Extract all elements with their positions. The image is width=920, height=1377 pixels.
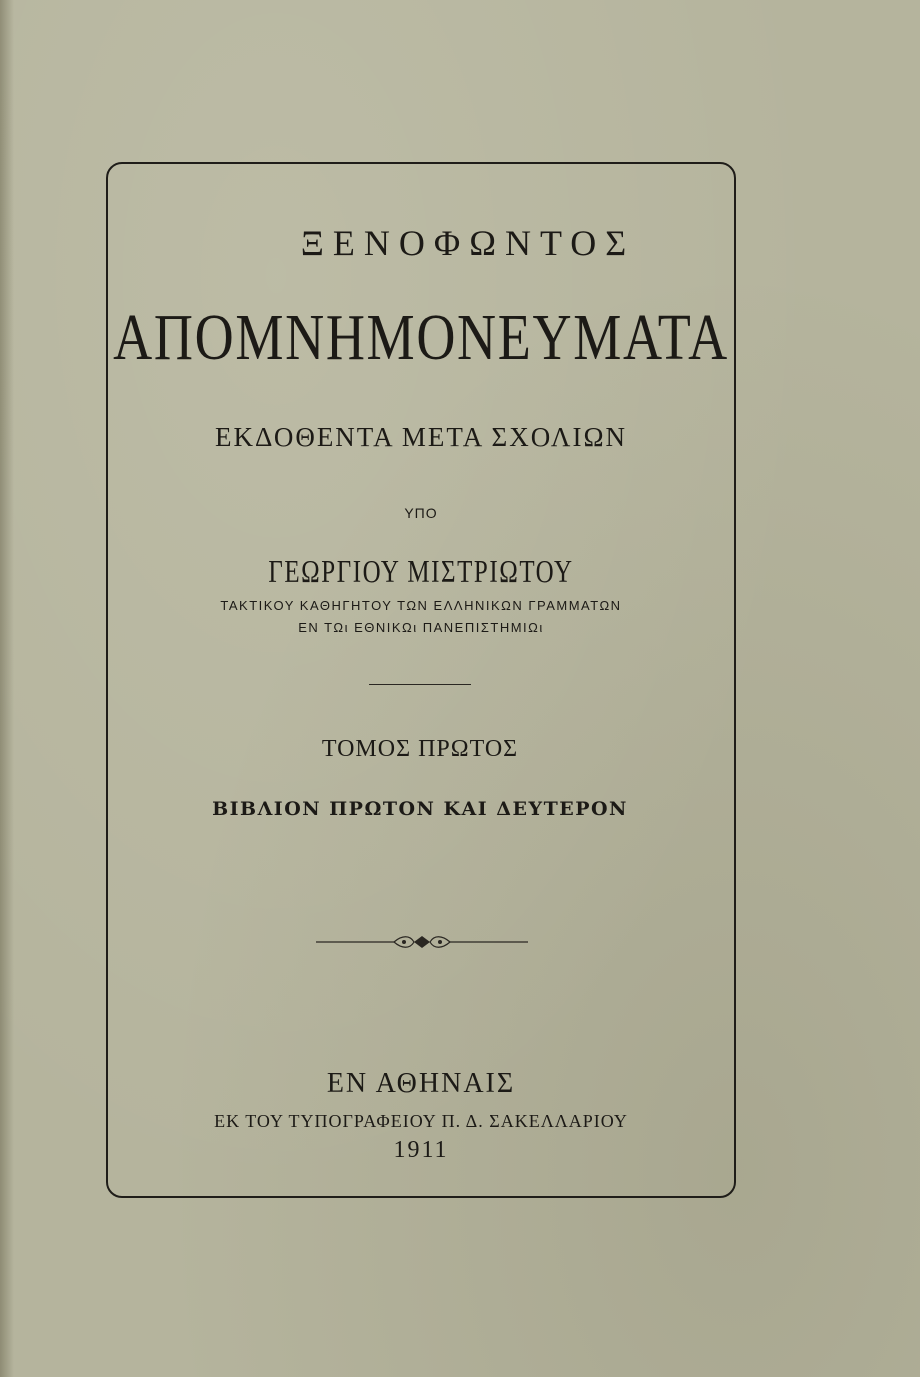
book-subtitle: ΕΚΔΟΘΕΝΤΑ ΜΕΤΑ ΣΧΟΛΙΩΝ: [214, 422, 628, 452]
book-title: ΑΠΟΜΝΗΜΟΝΕΥΜΑΤΑ: [113, 301, 729, 374]
publication-year: 1911: [393, 1137, 449, 1163]
volume-label: ΤΟΜΟΣ ΠΡΩΤΟΣ: [321, 736, 519, 762]
books-label: ΒΙΒΛΙΟΝ ΠΡΩΤΟΝ ΚΑΙ ΔΕΥΤΕΡΟΝ: [212, 798, 628, 820]
editor-role: ΤΑΚΤΙΚΟΥ ΚΑΘΗΓΗΤΟΥ ΤΩΝ ΕΛΛΗΝΙΚΩΝ ΓΡΑΜΜΑΤΩΝ: [220, 598, 622, 613]
ornament-divider-icon: [316, 932, 528, 952]
author-name: ΞΕΝΟΦΩΝΤΟΣ: [300, 223, 636, 263]
page-edge-shadow: [0, 0, 14, 1377]
printer-line: ΕΚ ΤΟΥ ΤΥΠΟΓΡΑΦΕΙΟΥ Π. Δ. ΣΑΚΕΛΛΑΡΙΟΥ: [214, 1111, 628, 1131]
by-label: ΥΠΟ: [404, 505, 438, 521]
editor-name: ΓΕΩΡΓΙΟΥ ΜΙΣΤΡΙΩΤΟΥ: [268, 553, 574, 589]
publication-place: ΕΝ ΑΘΗΝΑΙΣ: [326, 1068, 516, 1099]
editor-affiliation: ΕΝ ΤΩι ΕΘΝΙΚΩι ΠΑΝΕΠΙΣΤΗΜΙΩι: [298, 620, 544, 635]
divider-rule: [369, 684, 471, 685]
